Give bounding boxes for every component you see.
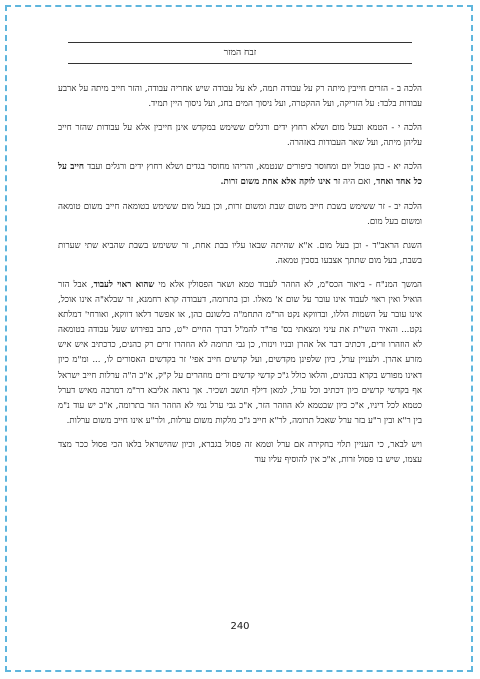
paragraph (58, 121, 422, 151)
header-title: זבח המזר (223, 48, 257, 58)
paragraph (58, 278, 422, 429)
text-run: ויש לבאר, כי העניין תלוי בחקירה אם ערל וטמא זה פסול בגברא, וכיון שהישראל בלאו הכי פסול ככר מצד עצמו, שיש בו פסול זרות, א"כ אין להוסיף עליו עוד (58, 439, 422, 465)
text-run: השגת הראב"ד - וכן בעל מום. א"א שהיתה שבאו עליו בבת אחת, זר ששימש בשבת שהביא שתי שערות בשבת, בעל מום שתתך אצבעו בסכין טמאה. (58, 240, 422, 266)
body-text (58, 82, 422, 477)
paragraph (58, 200, 422, 230)
page-number: 240 (230, 621, 250, 632)
paragraph (58, 82, 422, 112)
paragraph (58, 160, 422, 190)
text-run: , ואם היה (340, 177, 377, 188)
bold-run: חייב על כל אחד ואחד (58, 162, 422, 188)
bold-run: שהוא ראוי לעבוד (93, 279, 155, 290)
text-run: המשך המנ"ח - ביאור הכס"מ, לא הוזהר לעבוד טמא ושאר הפסולין אלא מי (154, 279, 423, 290)
text-run: הלכה יא - כהן טבול יום ומחוסר כיפורים שנטמא, והריהו מחוסר בגדים ושלא רחוץ ידים ורגלים ועבד (83, 162, 422, 173)
text-run: הלכה יב - זר ששימש בשבת חייב משום שבת ומשום זרות, וכן בעל מום ששימש בטומאה חייב משום טומאה ומשום בעל מום. (58, 201, 422, 227)
running-header (68, 42, 412, 64)
text-run: הלכה י - הטמא ובעל מום ושלא רחוץ ידים ורגלים ששימש במקדש אינן חייבין אלא על עבודות שהזר חייב עליהן מיתה, ועל שאר העבודות באזהרה. (58, 123, 422, 149)
paragraph (58, 438, 422, 468)
text-run: הלכה ב - הזרים חייבין מיתה רק על עבודה תמה, לא על עבודה שיש אחריה עבודה, והזר חייב מיתה על ארבע עבודות בלבד: על הזריקה, ועל ההקטרה, ועל ניסוך המים בחג, ועל ניסוך היין תמיד. (58, 84, 422, 110)
bold-run: זר אינו לוקה אלא אחת משום זרות. (220, 177, 341, 188)
paragraph (58, 239, 422, 269)
text-run: , אבל הזר הואיל ואין ראוי לעבוד אינו עובר על שום א' מאלו. וכן בתרומה, דעבודה קרא רחמנא, זר שבלא"ה אינו אוכל, אינו עובר על השמות הללו, ובדווקא נקט הר"מ התחמ"ה בלשונם כהן, או אפשר דלאו דווקא, ואורחי' דמלתא נקט... והאיר השי"ת את עיני ומצאתי בס' פר"ד להמ"ל דברך החיים י"ט, כתב בפירוש שעל עבודה בטומאה לא הוזהרו זרים, דכתיב דבר אל אהרן ובניו וינזרו, כן גבי תרומה לא הוזהרו זרים רק כהנים, כדכתיב איש איש מזרע אהרן. ולעניין ערל, כיון שלפינן מקדשים, ועל קדשים חייב אפי' זר בקדשים האסורים לו, ... ומ"מ כיון דאינו מפורש בקרא בכהנים, והלאו כולל ג"כ קדשי קדשים זרים מוזהרים על ק"ק, א"כ ה"ה ערלות חייב ישראל אף בקדשי קדשים כיון דכתיב וכל ערל, למאן דילף תושב ושכיר. אך נראה אליבא דר"מ דמרבה מאיש דערל כטמא לכל דיניו, א"כ כיון שבטמא לא הוזהר הזר, א"כ גבי ערל נמי לא הוזהר הזר בתרומה, א"כ יש עוד נ"מ בין ר"א ובין ר"ע בזר ערל שאכל תרומה, לר"א חייב ג"כ מלקות משום ערלות, ולר"ע אינו חייב משום ערלות. (58, 279, 422, 426)
